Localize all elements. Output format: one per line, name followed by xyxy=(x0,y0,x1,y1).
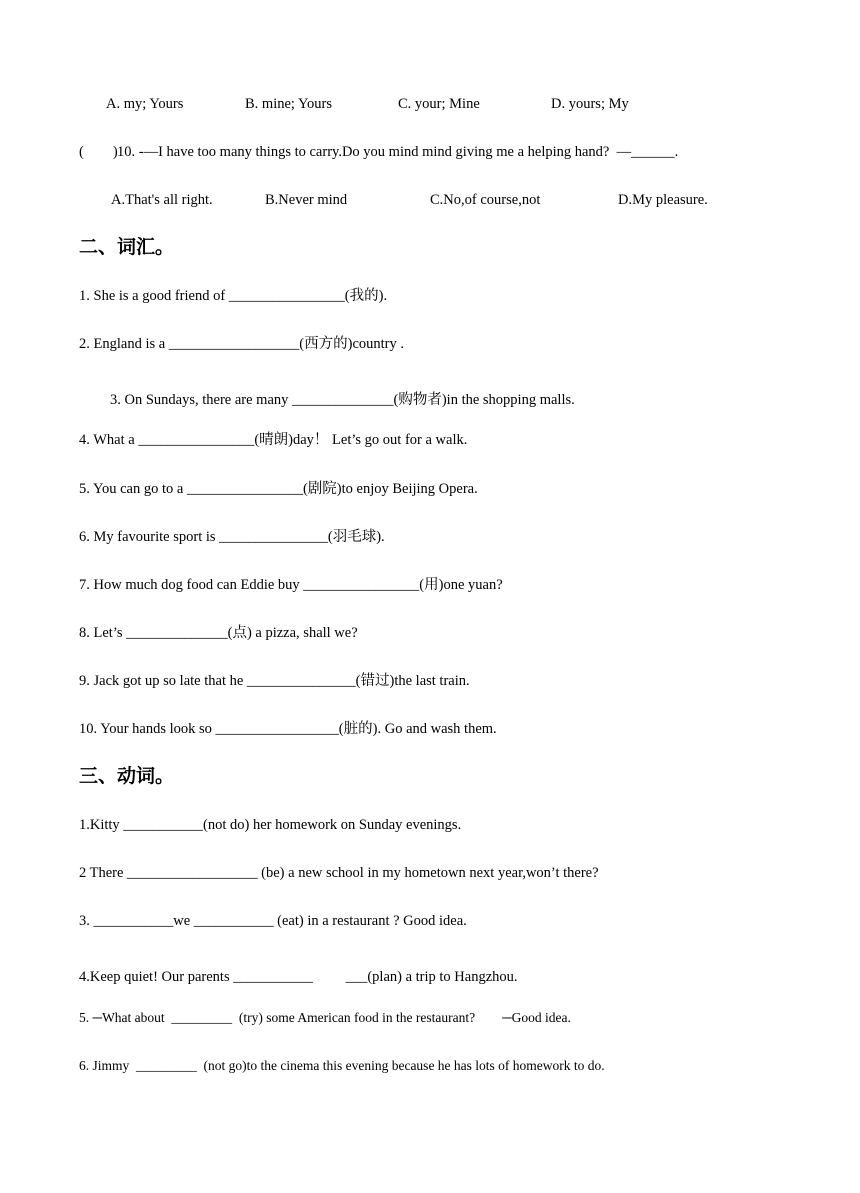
vocab-item-3: 3. On Sundays, there are many ______________(购物者)in the shopping malls. xyxy=(110,392,575,408)
verb-item-6: 6. Jimmy _________ (not go)to the cinema this evening because he has lots of homework to do. xyxy=(79,1058,605,1073)
q10-option-a: A.That's all right. xyxy=(111,192,213,208)
q9-option-c: C. your; Mine xyxy=(398,96,480,112)
q9-option-a: A. my; Yours xyxy=(106,96,184,112)
q10-option-c: C.No,of course,not xyxy=(430,192,541,208)
q10-answer-paren: ( ) xyxy=(79,144,118,160)
q10-option-d: D.My pleasure. xyxy=(618,192,708,208)
vocab-item-7: 7. How much dog food can Eddie buy ________________(用)one yuan? xyxy=(79,577,503,593)
q10-option-b: B.Never mind xyxy=(265,192,348,208)
section-heading-verbs: 三、动词。 xyxy=(79,765,175,787)
vocab-item-9: 9. Jack got up so late that he _______________(错过)the last train. xyxy=(79,673,470,689)
vocab-item-6: 6. My favourite sport is _______________(羽毛球). xyxy=(79,529,385,545)
q9-option-b: B. mine; Yours xyxy=(245,96,333,112)
section-heading-vocabulary: 二、词汇。 xyxy=(79,236,175,258)
verb-item-1: 1.Kitty ___________(not do) her homework on Sunday evenings. xyxy=(79,817,462,833)
vocab-item-10: 10. Your hands look so _________________(脏的). Go and wash them. xyxy=(79,721,497,737)
q10-question: 10. -—I have too many things to carry.Do you mind mind giving me a helping hand? —______. xyxy=(117,144,679,160)
vocab-item-2: 2. England is a __________________(西方的)country . xyxy=(79,336,405,352)
verb-item-2: 2 There __________________ (be) a new school in my hometown next year,won’t there? xyxy=(79,865,599,881)
vocab-item-5: 5. You can go to a ________________(剧院)to enjoy Beijing Opera. xyxy=(79,481,478,497)
vocab-item-1: 1. She is a good friend of ________________(我的). xyxy=(79,288,388,304)
vocab-item-4: 4. What a ________________(晴朗)day！ Let’s go out for a walk. xyxy=(79,432,468,448)
verb-item-4: 4.Keep quiet! Our parents ___________ ___(plan) a trip to Hangzhou. xyxy=(79,969,518,985)
verb-item-3: 3. ___________we ___________ (eat) in a restaurant ? Good idea. xyxy=(79,913,467,929)
verb-item-5: 5. ─What about _________ (try) some American food in the restaurant? ─Good idea. xyxy=(79,1010,571,1025)
q9-option-d: D. yours; My xyxy=(551,96,629,112)
vocab-item-8: 8. Let’s ______________(点) a pizza, shall we? xyxy=(79,625,358,641)
